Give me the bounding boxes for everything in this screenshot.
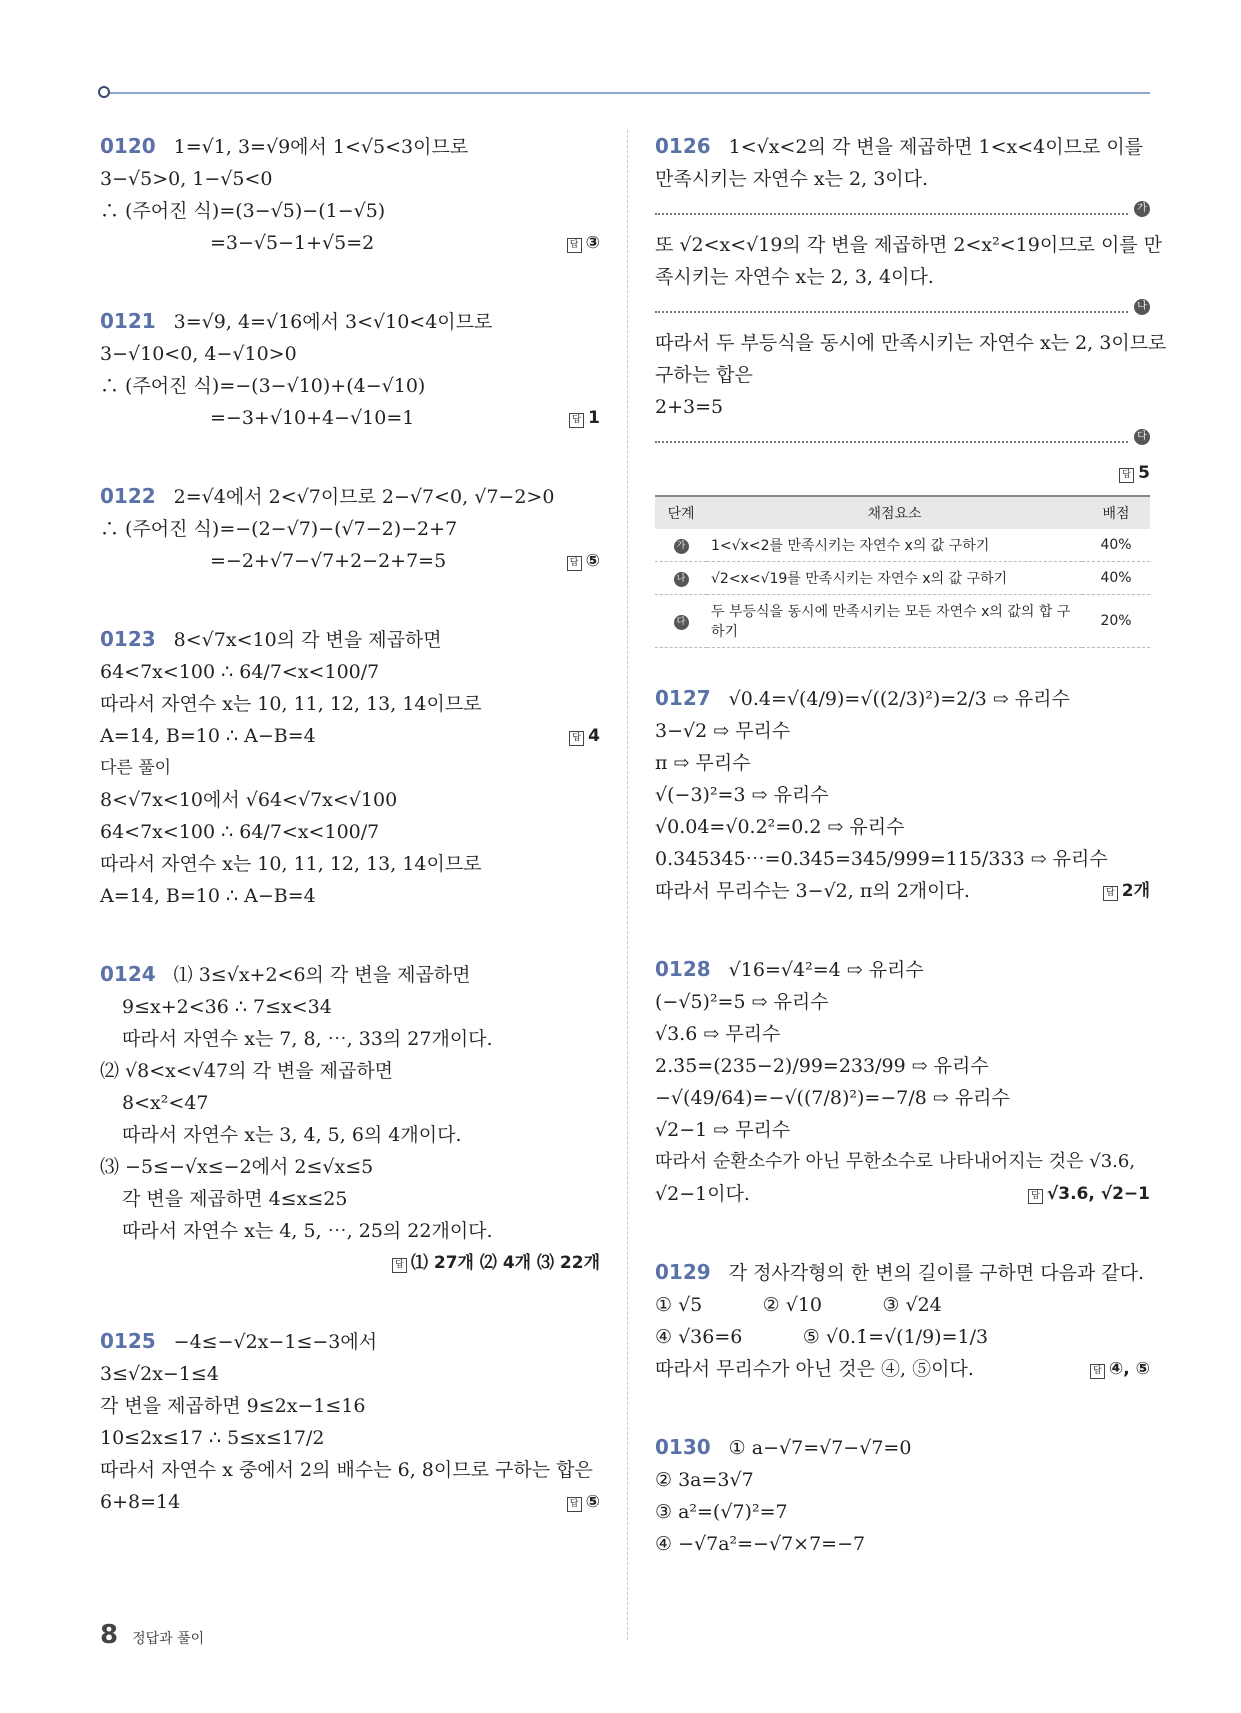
solution-line: 3≤√2x−1≤4 (100, 1363, 219, 1385)
solution-line: 8<√7x<10에서 √64<√7x<√100 (100, 789, 398, 811)
solution-line: √0.04=√0.2²=0.2 ⇨ 유리수 (655, 816, 905, 838)
solution-line: 따라서 자연수 x 중에서 2의 배수는 6, 8이므로 구하는 합은 (100, 1459, 593, 1481)
answer-icon: 답 (392, 1258, 407, 1273)
answer-value: ③ (585, 233, 600, 253)
problem-number: 0128 (655, 957, 711, 981)
step-divider (655, 199, 1147, 215)
answer (1028, 1178, 1150, 1210)
table-row (655, 529, 1150, 562)
answer-icon: 답 (567, 1497, 582, 1512)
solution-line: 구하는 합은 (655, 364, 753, 386)
solution-line: 6+8=14 (100, 1491, 181, 1513)
problem-number: 0125 (100, 1329, 156, 1353)
solution-line: A=14, B=10 ∴ A−B=4 (100, 885, 316, 907)
solution-line: ① √5 ② √10 ③ √24 (655, 1294, 942, 1316)
table-cell: 40% (1082, 529, 1150, 562)
solution-line: 또 √2<x<√19의 각 변을 제곱하면 2<x²<19이므로 이를 만 (655, 234, 1163, 256)
problem-0123 (100, 623, 600, 912)
solution-line: √0.4̇=√(4/9)=√((2/3)²)=2/3 ⇨ 유리수 (728, 688, 1070, 710)
answer-value: ④, ⑤ (1108, 1359, 1150, 1379)
solution-line: A=14, B=10 ∴ A−B=4 (100, 725, 316, 747)
solution-line: 3=√9, 4=√16에서 3<√10<4이므로 (173, 311, 493, 333)
solution-line: √3.6 ⇨ 무리수 (655, 1023, 781, 1045)
problem-0128 (655, 953, 1150, 1210)
table-row (655, 562, 1150, 595)
problem-number: 0124 (100, 962, 156, 986)
solution-line: 각 변을 제곱하면 9≤2x−1≤16 (100, 1395, 366, 1417)
problem-number: 0127 (655, 686, 711, 710)
answer-icon: 답 (1103, 886, 1118, 901)
solution-line: 64<7x<100 ∴ 64/7<x<100/7 (100, 661, 380, 683)
solution-line: ④ −√7a²=−√7×7=−7 (655, 1533, 866, 1555)
problem-0127 (655, 682, 1150, 907)
answer-icon: 답 (569, 731, 584, 746)
solution-line: 64<7x<100 ∴ 64/7<x<100/7 (100, 821, 380, 843)
step-mark-icon: 다 (1134, 429, 1150, 445)
solution-line: 2.3̇5̇=(235−2)/99=233/99 ⇨ 유리수 (655, 1055, 989, 1077)
answer-icon: 답 (1119, 468, 1134, 483)
table-cell: √2<x<√19를 만족시키는 자연수 x의 값 구하기 (707, 562, 1082, 595)
solution-line: π ⇨ 무리수 (655, 752, 751, 774)
solution-line: ∴ (주어진 식)=(3−√5)−(1−√5) (100, 200, 386, 222)
solution-line: ③ a²=(√7)²=7 (655, 1501, 788, 1523)
problem-0124 (100, 958, 600, 1279)
answer (567, 227, 600, 259)
solution-line: 0.345345⋯=0.3̇45̇=345/999=115/333 ⇨ 유리수 (655, 848, 1108, 870)
table-cell: 40% (1082, 562, 1150, 595)
solution-line: √2−1이다. (655, 1183, 750, 1205)
answer (1103, 875, 1150, 907)
problem-number: 0130 (655, 1435, 711, 1459)
solution-line: ② 3a=3√7 (655, 1469, 754, 1491)
header-dot (98, 86, 110, 98)
column-divider (627, 130, 628, 1640)
solution-line: 따라서 무리수가 아닌 것은 ④, ⑤이다. (655, 1358, 974, 1380)
problem-0120 (100, 130, 600, 259)
footer-title: 정답과 풀이 (132, 1631, 205, 1647)
solution-line: 3−√10<0, 4−√10>0 (100, 343, 297, 365)
problem-number: 0122 (100, 484, 156, 508)
answer-value: 1 (588, 408, 600, 428)
solution-line: ⑵ √8<x<√47의 각 변을 제곱하면 (100, 1060, 394, 1082)
solution-line: 따라서 자연수 x는 10, 11, 12, 13, 14이므로 (100, 693, 482, 715)
solution-line: ④ √36=6 ⑤ √0.1̇=√(1/9)=1/3 (655, 1326, 989, 1348)
answer-icon: 답 (569, 413, 584, 428)
solution-line: 따라서 순환소수가 아닌 무한소수로 나타내어지는 것은 √3.6, (655, 1151, 1136, 1172)
step-mark-icon: 나 (1134, 299, 1150, 315)
solution-line: 10≤2x≤17 ∴ 5≤x≤17/2 (100, 1427, 325, 1449)
solution-line: 8<x²<47 (122, 1092, 209, 1114)
problem-number: 0129 (655, 1260, 711, 1284)
left-column (100, 130, 600, 1564)
solution-line: ① a−√7=√7−√7=0 (728, 1437, 912, 1459)
solution-line: 따라서 자연수 x는 4, 5, ⋯, 25의 22개이다. (122, 1220, 493, 1242)
problem-0126 (655, 130, 1167, 648)
answer (567, 545, 600, 577)
solution-line: 2=√4에서 2<√7이므로 2−√7<0, √7−2>0 (173, 486, 555, 508)
solution-line: 1<√x<2의 각 변을 제곱하면 1<x<4이므로 이를 (728, 136, 1144, 158)
answer-icon: 답 (1028, 1189, 1043, 1204)
solution-line: ∴ (주어진 식)=−(2−√7)−(√7−2)−2+7 (100, 518, 458, 540)
answer (567, 1486, 600, 1518)
solution-line: −4≤−√2x−1≤−3에서 (173, 1331, 378, 1353)
header-rule (100, 92, 1150, 94)
solution-line: 1=√1, 3=√9에서 1<√5<3이므로 (173, 136, 469, 158)
answer-value: ⑤ (585, 1492, 600, 1512)
solution-line: =−2+√7−√7+2−2+7=5 (210, 550, 447, 572)
solution-line: 3−√2 ⇨ 무리수 (655, 720, 791, 742)
answer-value: √3.6, √2−1 (1046, 1184, 1150, 1204)
problem-0129 (655, 1256, 1150, 1385)
answer-value: ⑤ (585, 551, 600, 571)
solution-line: √(−3)²=3 ⇨ 유리수 (655, 784, 829, 806)
step-mark-icon: 가 (1134, 201, 1150, 217)
solution-line: 따라서 무리수는 3−√2, π의 2개이다. (655, 880, 970, 902)
answer-icon: 답 (567, 238, 582, 253)
solution-line: 따라서 두 부등식을 동시에 만족시키는 자연수 x는 2, 3이므로 (655, 332, 1167, 354)
solution-line: 따라서 자연수 x는 3, 4, 5, 6의 4개이다. (122, 1124, 462, 1146)
solution-line: 8<√7x<10의 각 변을 제곱하면 (173, 629, 442, 651)
table-header: 채점요소 (707, 496, 1082, 529)
answer-value: 5 (1138, 463, 1150, 483)
problem-0125 (100, 1325, 600, 1518)
solution-line: 2+3=5 (655, 396, 724, 418)
table-cell: 1<√x<2를 만족시키는 자연수 x의 값 구하기 (707, 529, 1082, 562)
answer-icon: 답 (1090, 1364, 1105, 1379)
answer (1119, 457, 1150, 489)
scoring-table (655, 495, 1150, 648)
solution-line: 각 변을 제곱하면 4≤x≤25 (122, 1188, 348, 1210)
solution-line: 3−√5>0, 1−√5<0 (100, 168, 273, 190)
answer-value: ⑴ 27개 ⑵ 4개 ⑶ 22개 (410, 1253, 600, 1273)
solution-line: ⑶ −5≤−√x≤−2에서 2≤√x≤5 (100, 1156, 374, 1178)
table-header: 배점 (1082, 496, 1150, 529)
answer-icon: 답 (567, 556, 582, 571)
solution-line: 따라서 자연수 x는 7, 8, ⋯, 33의 27개이다. (122, 1028, 493, 1050)
problem-0121 (100, 305, 600, 434)
solution-line: =3−√5−1+√5=2 (210, 232, 375, 254)
problem-0130 (655, 1431, 1150, 1560)
step-divider (655, 427, 1147, 443)
page-footer (100, 1620, 204, 1650)
stage-badge: 나 (674, 572, 689, 587)
step-divider (655, 297, 1147, 313)
problem-0122 (100, 480, 600, 577)
problem-number: 0123 (100, 627, 156, 651)
problem-number: 0120 (100, 134, 156, 158)
problem-number: 0121 (100, 309, 156, 333)
solution-line: ∴ (주어진 식)=−(3−√10)+(4−√10) (100, 375, 426, 397)
answer (569, 720, 600, 752)
table-header: 단계 (655, 496, 707, 529)
right-column (655, 130, 1167, 1606)
solution-line: 9≤x+2<36 ∴ 7≤x<34 (122, 996, 332, 1018)
alt-solution-label: 다른 풀이 (100, 758, 172, 778)
solution-line: −√(49/64)=−√((7/8)²)=−7/8 ⇨ 유리수 (655, 1087, 1010, 1109)
page-number: 8 (100, 1620, 119, 1650)
answer (569, 402, 600, 434)
answer (1090, 1353, 1150, 1385)
solution-line: 족시키는 자연수 x는 2, 3, 4이다. (655, 266, 934, 288)
answer (392, 1247, 600, 1279)
answer-value: 2개 (1121, 881, 1150, 901)
solution-line: 각 정사각형의 한 변의 길이를 구하면 다음과 같다. (728, 1262, 1145, 1284)
answer-value: 4 (588, 726, 600, 746)
table-cell: 두 부등식을 동시에 만족시키는 모든 자연수 x의 값의 합 구하기 (707, 595, 1082, 648)
solution-line: 따라서 자연수 x는 10, 11, 12, 13, 14이므로 (100, 853, 482, 875)
solution-line: 만족시키는 자연수 x는 2, 3이다. (655, 168, 929, 190)
solution-line: √16=√4²=4 ⇨ 유리수 (728, 959, 924, 981)
solution-line: √2−1 ⇨ 무리수 (655, 1119, 791, 1141)
stage-badge: 가 (674, 539, 689, 554)
stage-badge: 다 (674, 615, 689, 630)
table-cell: 20% (1082, 595, 1150, 648)
table-row (655, 595, 1150, 648)
solution-line: (−√5)²=5 ⇨ 유리수 (655, 991, 829, 1013)
solution-line: ⑴ 3≤√x+2<6의 각 변을 제곱하면 (173, 964, 471, 986)
problem-number: 0126 (655, 134, 711, 158)
solution-line: =−3+√10+4−√10=1 (210, 407, 415, 429)
